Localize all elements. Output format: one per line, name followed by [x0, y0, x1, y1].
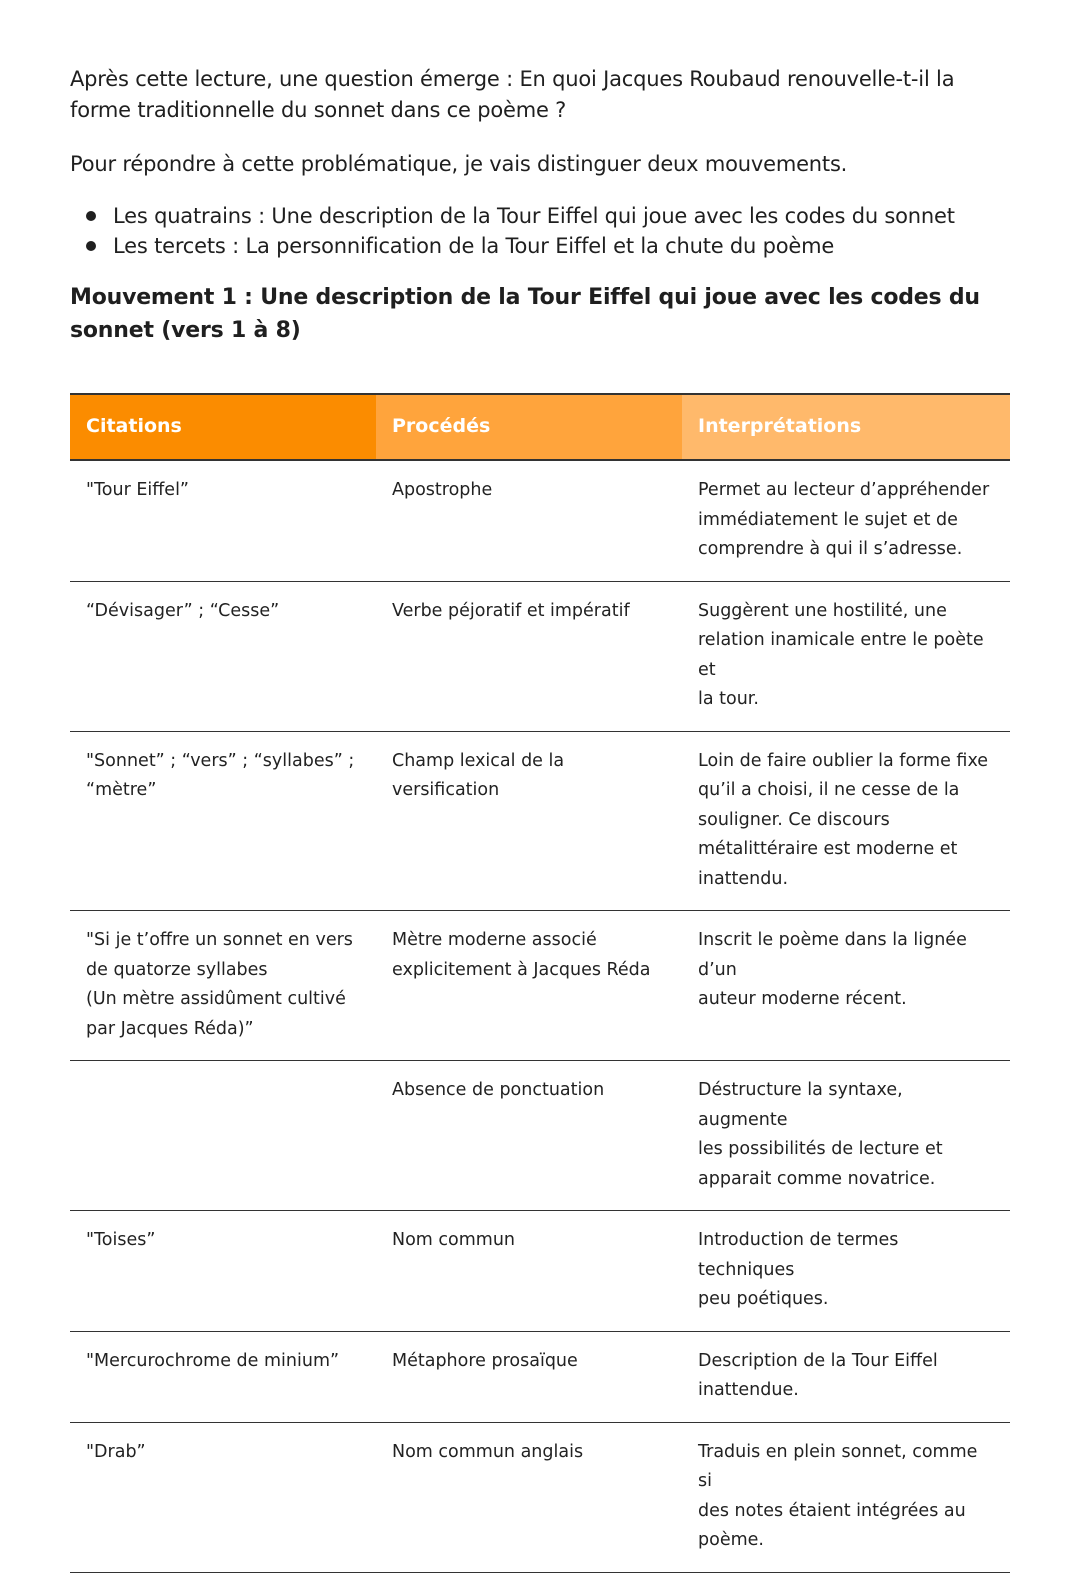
table-body [70, 460, 1010, 1572]
citation-cell [70, 1211, 376, 1332]
interpretation-cell-line: Permet au lecteur d’appréhender [698, 480, 990, 500]
interpretation-cell-line: inattendu. [698, 868, 789, 889]
procede-cell-line: Champ lexical de la versification [392, 750, 565, 800]
movement-title: Mouvement 1 : Une description de la Tour Eiffel qui joue avec les codes du sonnet (vers 1 à 8) [70, 285, 980, 343]
citation-cell [70, 1331, 376, 1422]
intro-plan: Pour répondre à cette problématique, je vais distinguer deux mouvements. [70, 152, 848, 176]
procede-cell [376, 731, 682, 911]
interpretation-cell-line: Traduis en plein sonnet, comme si [698, 1441, 978, 1491]
interpretation-cell-line: des notes étaient intégrées au [698, 1500, 966, 1521]
procede-cell [376, 1211, 682, 1332]
citation-cell-line: (Un mètre assidûment cultivé [86, 989, 346, 1009]
procede-cell [376, 460, 682, 581]
interpretation-cell-line: inattendue. [698, 1380, 799, 1400]
interpretation-cell-line: comprendre à qui il s’adresse. [698, 539, 963, 559]
interpretation-cell [682, 460, 1010, 581]
table-row [70, 1422, 1010, 1572]
procede-cell-line: Nom commun [392, 1230, 516, 1250]
procede-cell-line: Nom commun anglais [392, 1441, 584, 1462]
procede-cell [376, 1331, 682, 1422]
table-row [70, 460, 1010, 581]
movement-item-label: Les tercets : La personnification de la Tour Eiffel et la chute du poème [113, 234, 835, 258]
analysis-table [70, 393, 1010, 1573]
table-row [70, 581, 1010, 731]
interpretation-cell [682, 1061, 1010, 1211]
interpretation-cell [682, 1331, 1010, 1422]
interpretation-cell-line: Déstructure la syntaxe, augmente [698, 1080, 903, 1130]
procede-cell [376, 581, 682, 731]
interpretation-cell-line: qu’il a choisi, il ne cesse de la [698, 780, 960, 800]
citation-cell [70, 731, 376, 911]
interpretation-cell-line: Loin de faire oublier la forme fixe [698, 750, 989, 771]
interpretation-cell-line: métalittéraire est moderne et [698, 839, 958, 859]
table-row [70, 1211, 1010, 1332]
citation-cell-line: “Dévisager” ; “Cesse” [86, 600, 280, 621]
table-row [70, 1331, 1010, 1422]
movement-item-label: Les quatrains : Une description de la Tour Eiffel qui joue avec les codes du sonnet [113, 204, 955, 228]
column-header-citations: Citations [70, 394, 376, 460]
procede-cell [376, 911, 682, 1061]
citation-cell [70, 581, 376, 731]
procede-cell-line: explicitement à Jacques Réda [392, 959, 651, 980]
table-row [70, 911, 1010, 1061]
interpretation-cell-line: peu poétiques. [698, 1289, 829, 1309]
table-header-row [70, 394, 1010, 460]
procede-cell-line: Mètre moderne associé [392, 930, 597, 950]
procede-cell-line: Absence de ponctuation [392, 1080, 605, 1100]
bullet-icon [86, 241, 96, 251]
citation-cell [70, 1061, 376, 1211]
interpretation-cell-line: auteur moderne récent. [698, 989, 907, 1009]
procede-cell-line: Métaphore prosaïque [392, 1350, 578, 1371]
citation-cell-line: "Drab” [86, 1441, 146, 1462]
procede-cell [376, 1061, 682, 1211]
interpretation-cell-line: souligner. Ce discours [698, 809, 890, 830]
intro-question: Après cette lecture, une question émerge : En quoi Jacques Roubaud renouvelle-t-il la forme traditionnelle du sonnet dans ce poème ? [70, 67, 955, 122]
citation-cell-line: “mètre” [86, 780, 157, 800]
procede-cell [376, 1422, 682, 1572]
citation-cell-line: "Si je t’offre un sonnet en vers [86, 930, 353, 950]
interpretation-cell-line: les possibilités de lecture et [698, 1139, 943, 1159]
citation-cell-line: "Toises” [86, 1230, 156, 1250]
interpretation-cell-line: relation inamicale entre le poète et [698, 630, 984, 680]
interpretation-cell [682, 581, 1010, 731]
interpretation-cell-line: Description de la Tour Eiffel [698, 1350, 938, 1371]
column-header-interpretations: Interprétations [682, 394, 1010, 460]
citation-cell-line: de quatorze syllabes [86, 959, 268, 980]
table-row [70, 731, 1010, 911]
citation-cell [70, 1422, 376, 1572]
citation-cell-line: "Tour Eiffel” [86, 480, 189, 500]
column-header-procedes: Procédés [376, 394, 682, 460]
interpretation-cell [682, 911, 1010, 1061]
citation-cell [70, 460, 376, 581]
interpretation-cell-line: Suggèrent une hostilité, une [698, 600, 947, 621]
interpretation-cell-line: Introduction de termes techniques [698, 1230, 899, 1280]
procede-cell-line: Apostrophe [392, 480, 493, 500]
interpretation-cell-line: la tour. [698, 689, 759, 709]
interpretation-cell [682, 1422, 1010, 1572]
list-item [70, 201, 1010, 231]
citation-cell-line: "Sonnet” ; “vers” ; “syllabes” ; [86, 750, 355, 771]
list-item [70, 231, 1010, 261]
interpretation-cell-line: Inscrit le poème dans la lignée d’un [698, 930, 967, 980]
table-row [70, 1061, 1010, 1211]
citation-cell-line: par Jacques Réda)” [86, 1018, 254, 1039]
interpretation-cell-line: immédiatement le sujet et de [698, 509, 958, 530]
citation-cell [70, 911, 376, 1061]
movements-list [70, 201, 1010, 261]
interpretation-cell-line: apparait comme novatrice. [698, 1168, 936, 1189]
interpretation-cell [682, 1211, 1010, 1332]
bullet-icon [86, 211, 96, 221]
citation-cell-line: "Mercurochrome de minium” [86, 1350, 340, 1371]
interpretation-cell-line: poème. [698, 1530, 764, 1550]
procede-cell-line: Verbe péjoratif et impératif [392, 600, 630, 621]
interpretation-cell [682, 731, 1010, 911]
